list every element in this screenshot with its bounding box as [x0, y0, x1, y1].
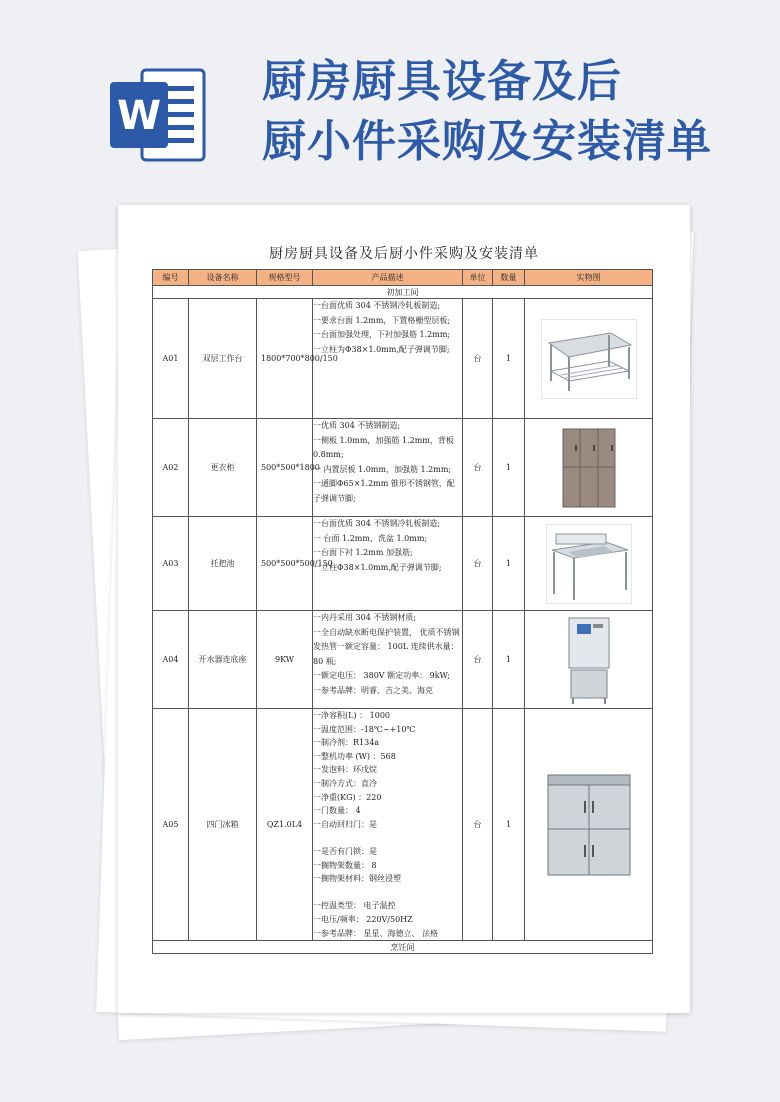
row-spec: QZ1.0L4	[257, 709, 313, 941]
row-name: 托把池	[189, 517, 257, 611]
table-row	[153, 709, 653, 941]
row-image-cell	[525, 419, 653, 517]
row-unit: 台	[463, 709, 493, 941]
header-qty: 数量	[493, 270, 525, 286]
banner-title	[262, 52, 772, 172]
document-title: 厨房厨具设备及后厨小件采购及安装清单	[269, 246, 539, 262]
row-desc: 一净容积(L) ： 1000 一温度范围：-18℃~+10℃ 一制冷剂：R134a 一整机功率 (W) ：568 一发泡料：环戊烷 一制冷方式：直冷 一净重(KG) ：220 一门数量： 4 一自动回归门：是 一是否有门锁：是 一搁物架数量： 8 一搁物架材料：钢丝浸塑 一控温类型： 电子温控 一电压/频率： 220V/50HZ 一参考品牌： 星星、海德立、 法格	[313, 709, 463, 941]
row-unit: 台	[463, 419, 493, 517]
row-id: A03	[153, 517, 189, 611]
header-name: 设备名称	[189, 270, 257, 286]
row-spec: 500*500*500/150	[257, 517, 313, 611]
row-spec: 1800*700*800/150	[257, 299, 313, 419]
water-boiler-image	[563, 616, 615, 704]
row-name: 更衣柜	[189, 419, 257, 517]
row-qty: 1	[493, 611, 525, 709]
row-unit: 台	[463, 611, 493, 709]
table-row	[153, 611, 653, 709]
table-row	[153, 419, 653, 517]
row-qty: 1	[493, 517, 525, 611]
document-page	[118, 205, 690, 1013]
banner-title-line2: 厨小件采购及安装清单	[262, 116, 712, 167]
locker-image	[561, 427, 617, 509]
section-row	[153, 286, 653, 299]
word-icon	[108, 66, 208, 164]
row-qty: 1	[493, 709, 525, 941]
table-row	[153, 517, 653, 611]
row-image-cell	[525, 611, 653, 709]
row-image-cell	[525, 299, 653, 419]
header-image: 实物图	[525, 270, 653, 286]
row-unit: 台	[463, 299, 493, 419]
table-header-row	[153, 270, 653, 286]
double-worktable-image	[541, 319, 637, 399]
row-unit: 台	[463, 517, 493, 611]
mop-sink-image	[546, 524, 632, 604]
row-desc: 一台面优质 304 不锈钢冷轧板制造; 一 台面 1.2mm，洗盆 1.0mm; 一台面下衬 1.2mm 加强筋; 一立柱Φ38×1.0mm,配子弹调节脚;	[313, 517, 463, 611]
section-label: 初加工间	[153, 286, 653, 299]
header-desc: 产品描述	[313, 270, 463, 286]
row-image-cell	[525, 517, 653, 611]
row-qty: 1	[493, 299, 525, 419]
banner-title-line1: 厨房厨具设备及后	[262, 56, 622, 107]
row-spec: 9KW	[257, 611, 313, 709]
row-desc: 一内丹采用 304 不锈钢材质; 一全自动缺水断电保护装置， 优质不锈钢发热管一额定容量： 100L 连续供水量： 80 瓶; 一额定电压： 380V 额定功率： 9kW; 一参考品牌：明睿、吉之美、海克	[313, 611, 463, 709]
row-id: A04	[153, 611, 189, 709]
section-row	[153, 941, 653, 954]
row-id: A02	[153, 419, 189, 517]
header-unit: 单位	[463, 270, 493, 286]
table-row	[153, 299, 653, 419]
row-name: 开水器连底座	[189, 611, 257, 709]
row-qty: 1	[493, 419, 525, 517]
row-desc: 一台面优质 304 不锈钢冷轧板制造; 一要求台面 1.2mm，下置格栅型层板; 一台面加强处理，下衬加强筋 1.2mm; 一立柱为Φ38×1.0mm,配子弹调节脚;	[313, 299, 463, 419]
row-name: 四门冰箱	[189, 709, 257, 941]
header-id: 编号	[153, 270, 189, 286]
row-image-cell	[525, 709, 653, 941]
row-spec: 500*500*1800	[257, 419, 313, 517]
four-door-fridge-image	[544, 771, 634, 879]
row-desc: 一优质 304 不锈钢制造; 一侧板 1.0mm，加强筋 1.2mm，背板 0.8mm; 一 内置层板 1.0mm，加强筋 1.2mm; 一通脚Φ65×1.2mm 锥形不锈钢管，配子弹调节脚;	[313, 419, 463, 517]
row-id: A01	[153, 299, 189, 419]
row-name: 双层工作台	[189, 299, 257, 419]
equipment-table	[152, 269, 653, 954]
row-id: A05	[153, 709, 189, 941]
section-label: 烹饪间	[153, 941, 653, 954]
header-spec: 规格型号	[257, 270, 313, 286]
svg-text:W: W	[116, 93, 162, 139]
